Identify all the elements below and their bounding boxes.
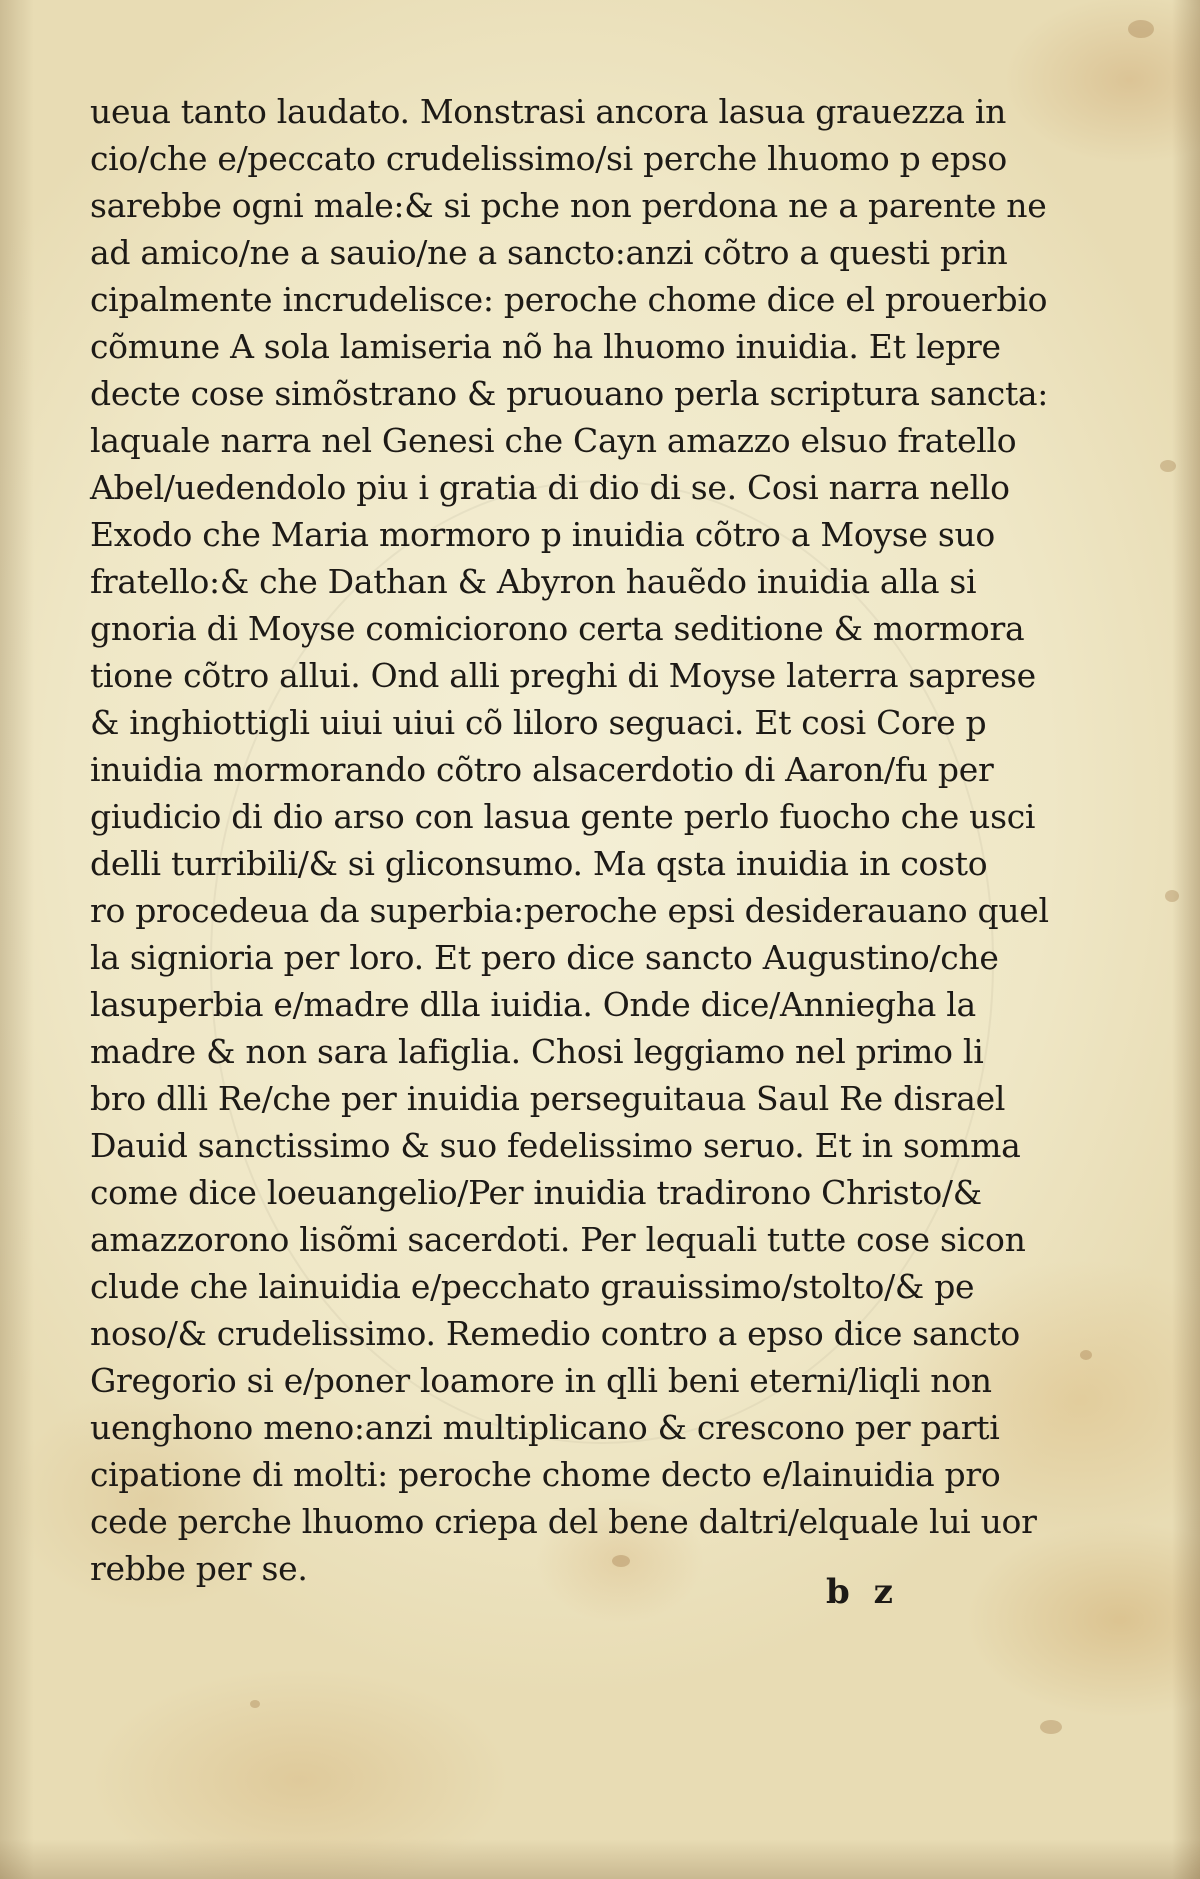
printed-text-block (90, 88, 1130, 1592)
text-line: clude che lainuidia e/pecchato grauissimo/stolto/& pe (90, 1267, 975, 1306)
text-line: cio/che e/peccato crudelissimo/si perche lhuomo p epso (90, 139, 1007, 178)
text-line: Exodo che Maria mormoro p inuidia cõtro a Moyse suo (90, 515, 995, 554)
signature-mark: b z (826, 1572, 899, 1612)
text-line: rebbe per se. (90, 1549, 308, 1588)
text-line: inuidia mormorando cõtro alsacerdotio di Aaron/fu per (90, 750, 994, 789)
page-edge-shadow-left (0, 0, 34, 1879)
text-line: delli turribili/& si gliconsumo. Ma qsta inuidia in costo (90, 844, 988, 883)
text-line: decte cose simõstrano & pruouano perla scriptura sancta: (90, 374, 1049, 413)
text-line: gnoria di Moyse comiciorono certa seditione & mormora (90, 609, 1025, 648)
text-line: lasuperbia e/madre dlla iuidia. Onde dice/Anniegha la (90, 985, 976, 1024)
text-line: come dice loeuangelio/Per inuidia tradirono Christo/& (90, 1173, 982, 1212)
text-line: & inghiottigli uiui uiui cõ liloro seguaci. Et cosi Core p (90, 703, 987, 742)
text-line: cõmune A sola lamiseria nõ ha lhuomo inuidia. Et lepre (90, 327, 1001, 366)
foxing-spot (1160, 460, 1176, 472)
text-line: madre & non sara lafiglia. Chosi leggiamo nel primo li (90, 1032, 984, 1071)
text-line: uenghono meno:anzi multiplicano & crescono per parti (90, 1408, 1000, 1447)
foxing-spot (1128, 20, 1154, 38)
page-edge-shadow-bottom (0, 1839, 1200, 1879)
text-line: giudicio di dio arso con lasua gente perlo fuocho che usci (90, 797, 1036, 836)
text-line: fratello:& che Dathan & Abyron hauẽdo inuidia alla si (90, 562, 977, 601)
text-line: cipalmente incrudelisce: peroche chome dice el prouerbio (90, 280, 1048, 319)
text-line: noso/& crudelissimo. Remedio contro a epso dice sancto (90, 1314, 1020, 1353)
foxing-spot (1040, 1720, 1062, 1734)
text-line: laquale narra nel Genesi che Cayn amazzo elsuo fratello (90, 421, 1017, 460)
text-line: cede perche lhuomo criepa del bene daltri/elquale lui uor (90, 1502, 1037, 1541)
text-line: Abel/uedendolo piu i gratia di dio di se. Cosi narra nello (90, 468, 1010, 507)
page-edge-shadow-right (1172, 0, 1200, 1879)
text-line: sarebbe ogni male:& si pche non perdona ne a parente ne (90, 186, 1047, 225)
text-line: amazzorono lisõmi sacerdoti. Per lequali tutte cose sicon (90, 1220, 1026, 1259)
foxing-spot (1165, 890, 1179, 902)
text-line: la signioria per loro. Et pero dice sancto Augustino/che (90, 938, 999, 977)
text-line: ro procedeua da superbia:peroche epsi desiderauano quel (90, 891, 1049, 930)
text-line: ad amico/ne a sauio/ne a sancto:anzi cõtro a questi prin (90, 233, 1008, 272)
text-line: Gregorio si e/poner loamore in qlli beni eterni/liqli non (90, 1361, 992, 1400)
text-line: bro dlli Re/che per inuidia perseguitaua Saul Re disrael (90, 1079, 1006, 1118)
text-line: tione cõtro allui. Ond alli preghi di Moyse laterra saprese (90, 656, 1036, 695)
foxing-spot (250, 1700, 260, 1708)
text-line: Dauid sanctissimo & suo fedelissimo seruo. Et in somma (90, 1126, 1021, 1165)
text-line: ueua tanto laudato. Monstrasi ancora lasua grauezza in (90, 92, 1007, 131)
text-line: cipatione di molti: peroche chome decto e/lainuidia pro (90, 1455, 1001, 1494)
